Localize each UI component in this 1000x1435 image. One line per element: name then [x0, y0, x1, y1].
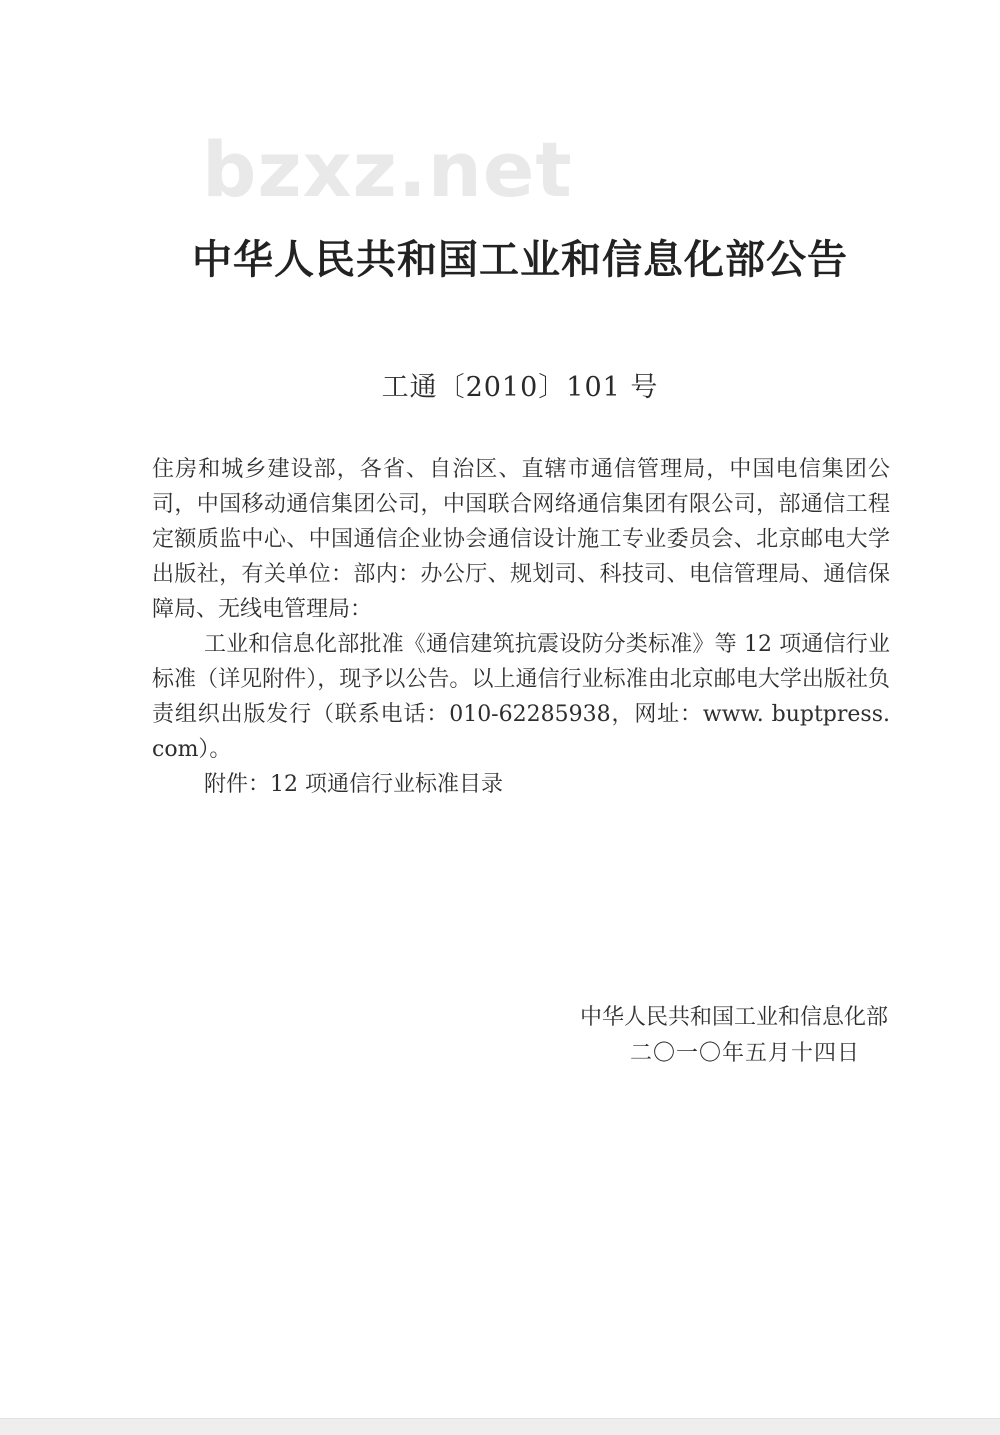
announcement-title: 中华人民共和国工业和信息化部公告: [192, 237, 848, 283]
page-bottom-edge: [0, 1418, 1000, 1435]
document-number: 工通〔2010〕101 号: [381, 372, 659, 403]
recipients-paragraph: 住房和城乡建设部，各省、自治区、直辖市通信管理局，中国电信集团公司，中国移动通信集团公司，中国联合网络通信集团有限公司，部通信工程定额质监中心、中国通信企业协会通信设计施工专业委员会、北京邮电大学出版社，有关单位：部内：办公厅、规划司、科技司、电信管理局、通信保障局、无线电管理局：: [152, 457, 890, 622]
signature-block: [500, 1000, 888, 1072]
issue-date: 二〇一〇年五月十四日: [629, 1041, 860, 1066]
watermark-text: bzxz.net: [202, 125, 573, 214]
main-paragraph: 工业和信息化部批准《通信建筑抗震设防分类标准》等 12 项通信行业标准（详见附件），现予以公告。以上通信行业标准由北京邮电大学出版社负责组织出版发行（联系电话：010-62285938，网址：www. buptpress. com）。: [152, 632, 890, 762]
announcement-body: [152, 452, 890, 802]
attachment-line: 附件：12 项通信行业标准目录: [204, 772, 503, 797]
issuer-name: 中华人民共和国工业和信息化部: [579, 1005, 888, 1030]
